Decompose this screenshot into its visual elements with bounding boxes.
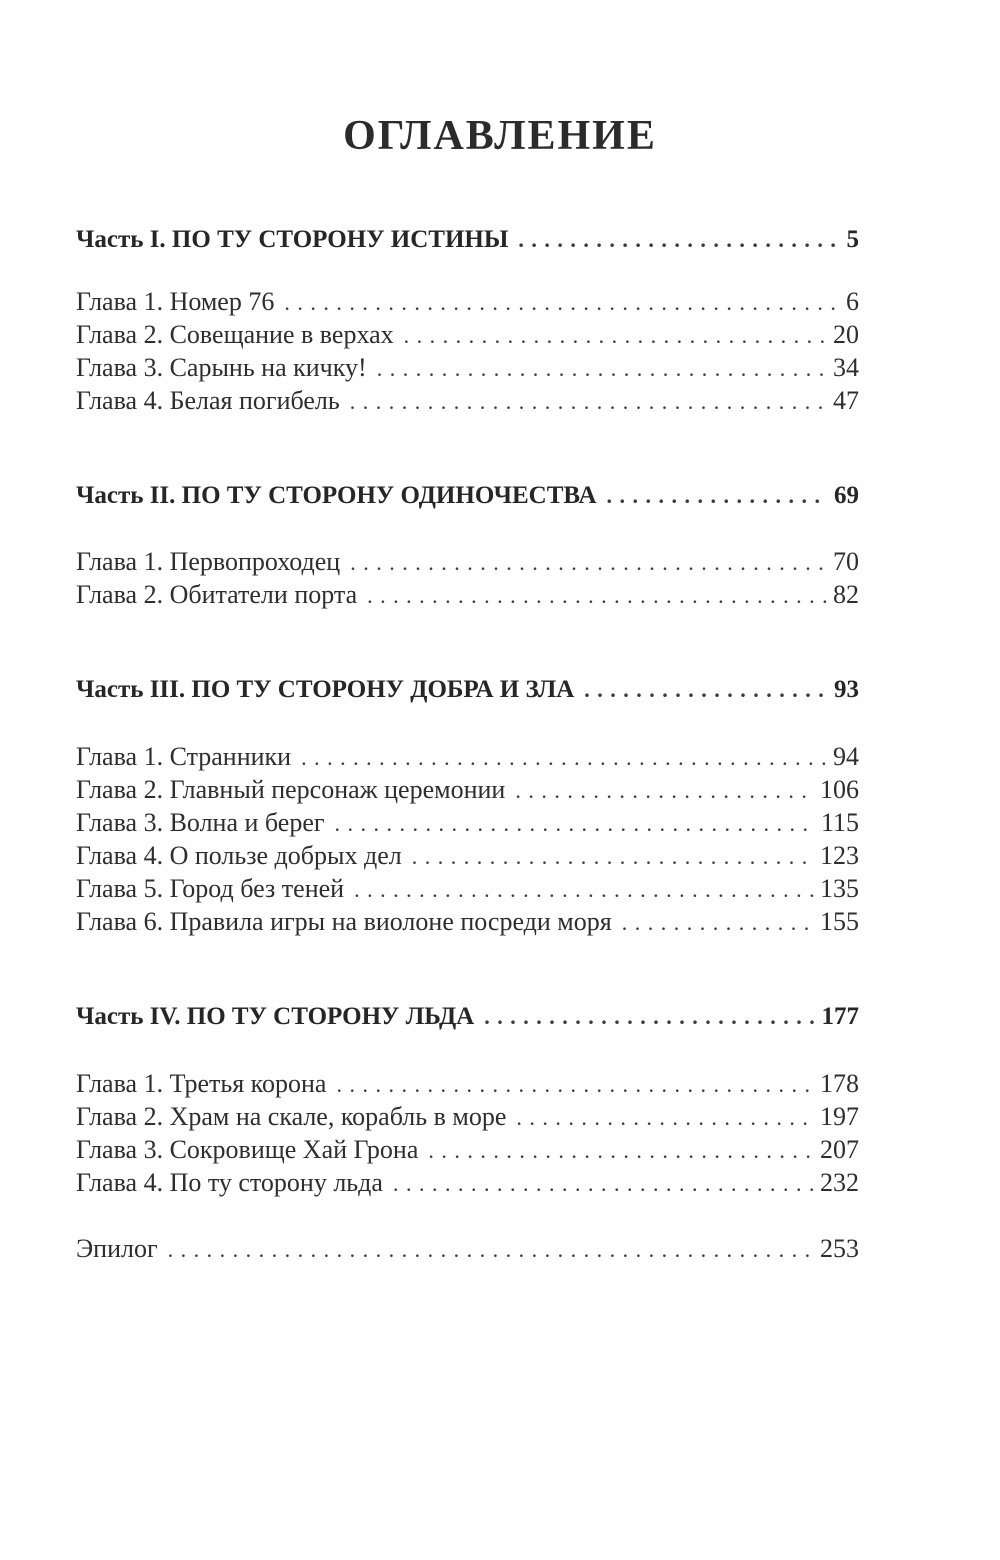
chapter-title: Глава 1. Номер 76 (76, 287, 275, 316)
toc-chapter[interactable] (76, 386, 859, 420)
toc-chapter[interactable] (76, 1135, 859, 1169)
toc-chapter[interactable] (76, 1069, 859, 1103)
chapter-title: Глава 2. Главный персонаж церемонии (76, 775, 506, 804)
chapter-title: Глава 4. Белая погибель (76, 386, 340, 415)
toc-chapter[interactable] (76, 580, 859, 614)
page-number: 232 (820, 1168, 859, 1197)
dot-leader (607, 483, 828, 509)
dot-leader (412, 844, 814, 870)
epilogue-title: Эпилог (76, 1234, 158, 1263)
chapter-title: Глава 1. Третья корона (76, 1069, 327, 1098)
toc-part-1[interactable] (76, 226, 859, 260)
dot-leader (515, 778, 814, 804)
dot-leader (484, 1004, 815, 1030)
page-number: 5 (846, 226, 859, 253)
page-number: 47 (833, 386, 859, 415)
page-number: 155 (820, 907, 859, 936)
dot-leader (284, 290, 840, 316)
chapter-title: Глава 2. Храм на скале, корабль в море (76, 1102, 507, 1131)
dot-leader (428, 1138, 814, 1164)
page-number: 20 (833, 320, 859, 349)
page-number: 197 (820, 1102, 859, 1131)
toc-chapter[interactable] (76, 742, 859, 776)
chapter-title: Глава 3. Сарынь на кичку! (76, 353, 367, 382)
dot-leader (335, 811, 815, 837)
page-number: 70 (833, 547, 859, 576)
page-number: 115 (820, 808, 859, 837)
page-title: ОГЛАВЛЕНИЕ (343, 113, 657, 159)
chapter-title: Глава 1. Первопроходец (76, 547, 341, 576)
page-number: 94 (833, 742, 859, 771)
toc-chapter[interactable] (76, 874, 859, 908)
chapter-title: Глава 5. Город без теней (76, 874, 345, 903)
page-number: 106 (820, 775, 859, 804)
dot-leader (354, 877, 814, 903)
dot-leader (518, 227, 840, 253)
toc-chapter[interactable] (76, 808, 859, 842)
dot-leader (350, 389, 827, 415)
toc-part-4[interactable] (76, 1003, 859, 1037)
chapter-title: Глава 6. Правила игры на виолоне посреди моря (76, 907, 612, 936)
page-number: 177 (821, 1003, 859, 1030)
dot-leader (516, 1105, 814, 1131)
toc-chapter[interactable] (76, 547, 859, 581)
dot-leader (367, 583, 827, 609)
part-title: Часть I. ПО ТУ СТОРОНУ ИСТИНЫ (76, 226, 509, 253)
toc-chapter[interactable] (76, 353, 859, 387)
dot-leader (404, 323, 827, 349)
toc-part-2[interactable] (76, 482, 859, 516)
dot-leader (336, 1072, 814, 1098)
chapter-title: Глава 4. По ту сторону льда (76, 1168, 383, 1197)
toc-chapter[interactable] (76, 775, 859, 809)
dot-leader (301, 745, 827, 771)
page-number: 178 (820, 1069, 859, 1098)
toc-chapter[interactable] (76, 1168, 859, 1202)
page-number: 6 (846, 287, 859, 316)
chapter-title: Глава 1. Странники (76, 742, 292, 771)
chapter-title: Глава 4. О пользе добрых дел (76, 841, 402, 870)
page-number: 93 (834, 676, 859, 703)
toc-chapter[interactable] (76, 907, 859, 941)
chapter-title: Глава 2. Совещание в верхах (76, 320, 394, 349)
chapter-title: Глава 3. Сокровище Хай Грона (76, 1135, 419, 1164)
toc-chapter[interactable] (76, 841, 859, 875)
dot-leader (377, 356, 827, 382)
part-title: Часть II. ПО ТУ СТОРОНУ ОДИНОЧЕСТВА (76, 482, 597, 509)
page-number: 123 (820, 841, 859, 870)
toc-chapter[interactable] (76, 1102, 859, 1136)
chapter-title: Глава 2. Обитатели порта (76, 580, 358, 609)
dot-leader (168, 1237, 814, 1263)
page-number: 34 (833, 353, 859, 382)
toc-chapter[interactable] (76, 320, 859, 354)
chapter-title: Глава 3. Волна и берег (76, 808, 325, 837)
part-title: Часть III. ПО ТУ СТОРОНУ ДОБРА И ЗЛА (76, 676, 575, 703)
toc-chapter[interactable] (76, 287, 859, 321)
dot-leader (622, 910, 814, 936)
dot-leader (393, 1171, 814, 1197)
toc-part-3[interactable] (76, 676, 859, 710)
page-number: 135 (820, 874, 859, 903)
page-number: 207 (820, 1135, 859, 1164)
dot-leader (350, 550, 827, 576)
dot-leader (584, 677, 828, 703)
page-number: 69 (834, 482, 859, 509)
toc-epilogue[interactable] (76, 1234, 859, 1268)
part-title: Часть IV. ПО ТУ СТОРОНУ ЛЬДА (76, 1003, 475, 1030)
page-number: 82 (833, 580, 859, 609)
page-number: 253 (820, 1234, 859, 1263)
